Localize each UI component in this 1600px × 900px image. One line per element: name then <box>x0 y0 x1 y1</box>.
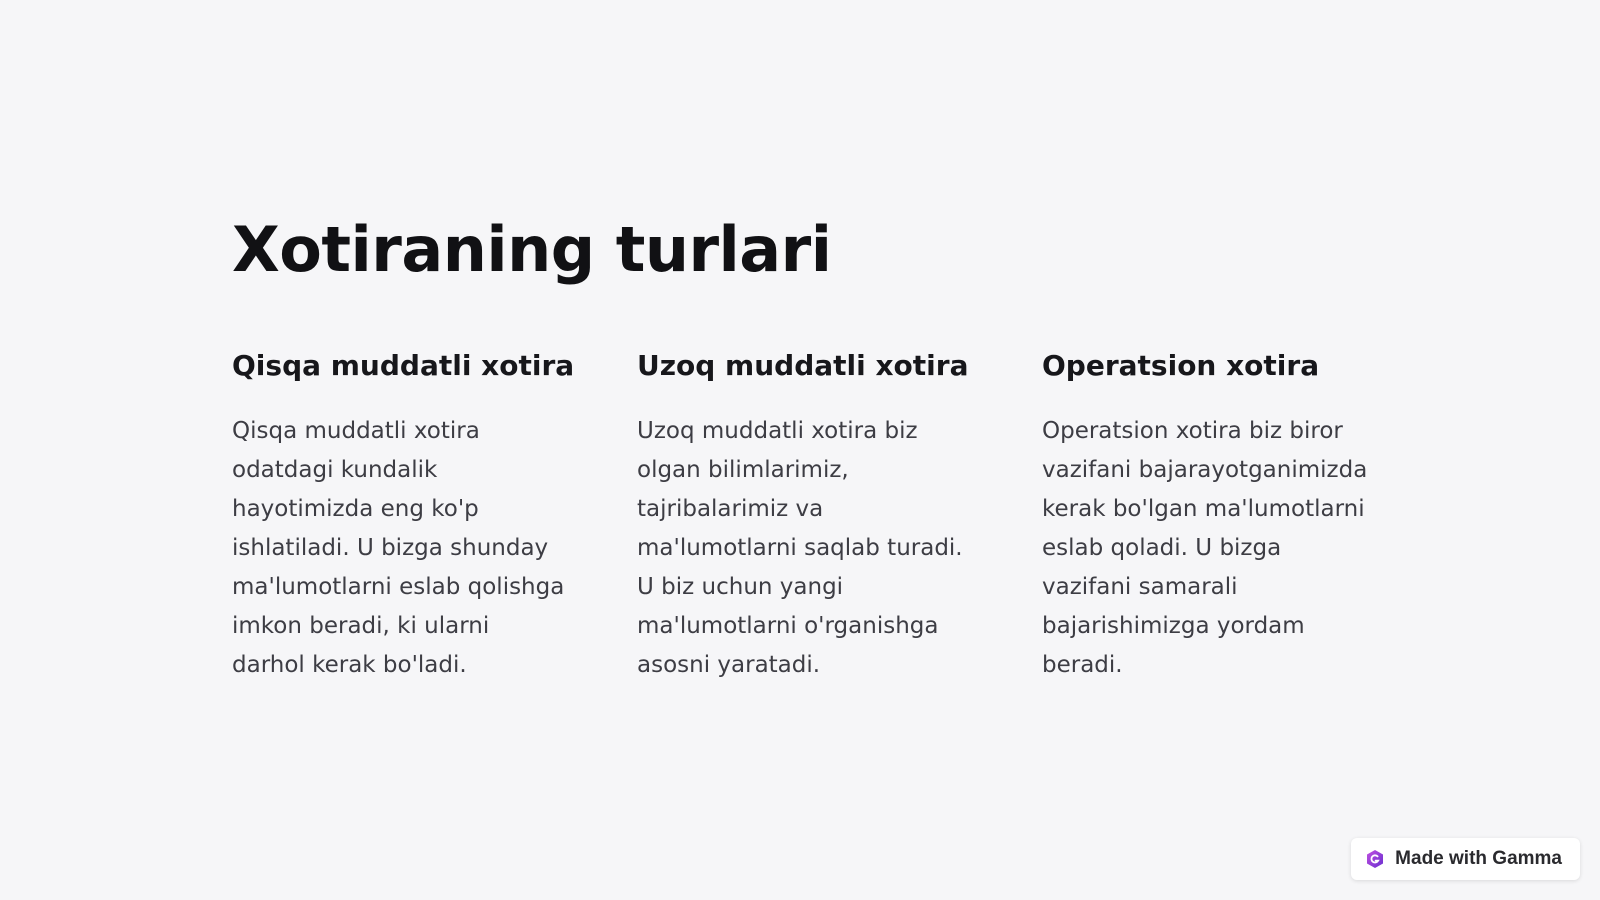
column-heading: Qisqa muddatli xotira <box>232 349 575 382</box>
column-body: Qisqa muddatli xotira odatdagi kundalik hayotimizda eng ko'p ishlatiladi. U bizga shunday ma'lumotlarni eslab qolishga imkon beradi, ki ularni darhol kerak bo'ladi. <box>232 418 565 678</box>
column-heading: Operatsion xotira <box>1042 349 1320 382</box>
columns <box>232 342 1402 685</box>
slide-title: Xotiraning turlari <box>232 213 832 286</box>
column-body: Uzoq muddatli xotira biz olgan bilimlarimiz, tajribalarimiz va ma'lumotlarni saqlab turadi. U biz uchun yangi ma'lumotlarni o'rganishga asosni yaratadi. <box>637 418 963 678</box>
made-with-gamma-badge[interactable] <box>1351 838 1580 880</box>
gamma-logo-icon <box>1365 849 1385 869</box>
column-short-term-memory <box>232 342 587 685</box>
column-body: Operatsion xotira biz biror vazifani bajarayotganimizda kerak bo'lgan ma'lumotlarni eslab qoladi. U bizga vazifani samarali bajarishimizga yordam beradi. <box>1042 418 1368 678</box>
badge-label: Made with Gamma <box>1395 848 1562 869</box>
column-long-term-memory <box>637 342 992 685</box>
column-heading: Uzoq muddatli xotira <box>637 349 969 382</box>
column-working-memory <box>1042 342 1397 685</box>
